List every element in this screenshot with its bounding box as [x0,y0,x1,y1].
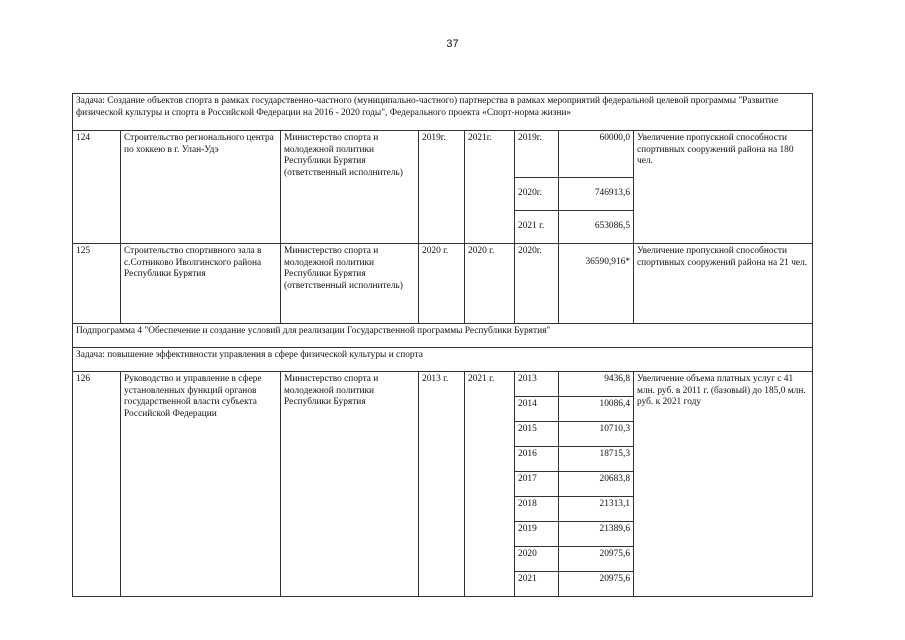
end-year: 2021 г. [465,372,515,597]
task-heading-2: Задача: повышение эффективности управления в сфере физической культуры и спорта [73,348,813,372]
funding-amount: 21389,6 [559,522,634,547]
executor: Министерство спорта и молодежной политики Республики Бурятия (ответственный исполнитель) [281,244,419,324]
funding-year: 2016 [515,447,559,472]
funding-year: 2013 [515,372,559,397]
row-number: 125 [73,244,121,324]
funding-year: 2018 [515,497,559,522]
funding-amount: 18715,3 [559,447,634,472]
table-row [73,324,813,348]
subprogram-heading: Подпрограмма 4 "Обеспечение и создание условий для реализации Государственной программы Республики Бурятия" [73,324,813,348]
row-number: 126 [73,372,121,597]
measure-name: Строительство спортивного зала в с.Сотниково Иволгинского района Республики Бурятия [121,244,281,324]
table-row [73,131,813,178]
funding-year: 2014 [515,397,559,422]
measure-name: Строительство регионального центра по хоккею в г. Улан-Удэ [121,131,281,244]
funding-amount: 60000,0 [559,131,634,178]
funding-year: 2020г. [515,178,559,211]
funding-year: 2019 [515,522,559,547]
table-row [73,244,813,324]
end-year: 2021г. [465,131,515,244]
start-year: 2020 г. [419,244,465,324]
start-year: 2019г. [419,131,465,244]
funding-amount: 21313,1 [559,497,634,522]
funding-year: 2020 [515,547,559,572]
funding-year: 2021 г. [515,211,559,244]
measure-name: Руководство и управление в сфере установленных функций органов государственной власти субъекта Российской Федерации [121,372,281,597]
start-year: 2013 г. [419,372,465,597]
funding-amount: 746913,6 [559,178,634,211]
funding-amount: 36590,916* [559,244,634,324]
funding-year: 2015 [515,422,559,447]
executor: Министерство спорта и молодежной политики Республики Бурятия (ответственный исполнитель) [281,131,419,244]
funding-amount: 10086,4 [559,397,634,422]
program-table [72,93,813,597]
table-row [73,348,813,372]
funding-year: 2017 [515,472,559,497]
expected-result: Увеличение пропускной способности спортивных сооружений района на 180 чел. [634,131,813,244]
expected-result: Увеличение пропускной способности спортивных сооружений района на 21 чел. [634,244,813,324]
funding-amount: 20975,6 [559,572,634,597]
expected-result: Увеличение объема платных услуг с 41 млн. руб. в 2011 г. (базовый) до 185,0 млн. руб. к 2021 году [634,372,813,597]
task-heading-1: Задача: Создание объектов спорта в рамках государственно-частного (муниципально-частного) партнерства в рамках мероприятий федеральной целевой программы "Развитие физической культуры и спорта в Российской Федерации на 2016 - 2020 годы", Федерального проекта «Спорт-норма жизни» [73,94,813,131]
end-year: 2020 г. [465,244,515,324]
funding-year: 2019г. [515,131,559,178]
executor: Министерство спорта и молодежной политики Республики Бурятия [281,372,419,597]
page-number: 37 [446,38,459,50]
funding-amount: 10710,3 [559,422,634,447]
funding-amount: 20975,6 [559,547,634,572]
funding-amount: 653086,5 [559,211,634,244]
funding-year: 2020г. [515,244,559,324]
funding-year: 2021 [515,572,559,597]
funding-amount: 20683,8 [559,472,634,497]
table-row [73,94,813,131]
funding-amount: 9436,8 [559,372,634,397]
table-row [73,372,813,397]
row-number: 124 [73,131,121,244]
